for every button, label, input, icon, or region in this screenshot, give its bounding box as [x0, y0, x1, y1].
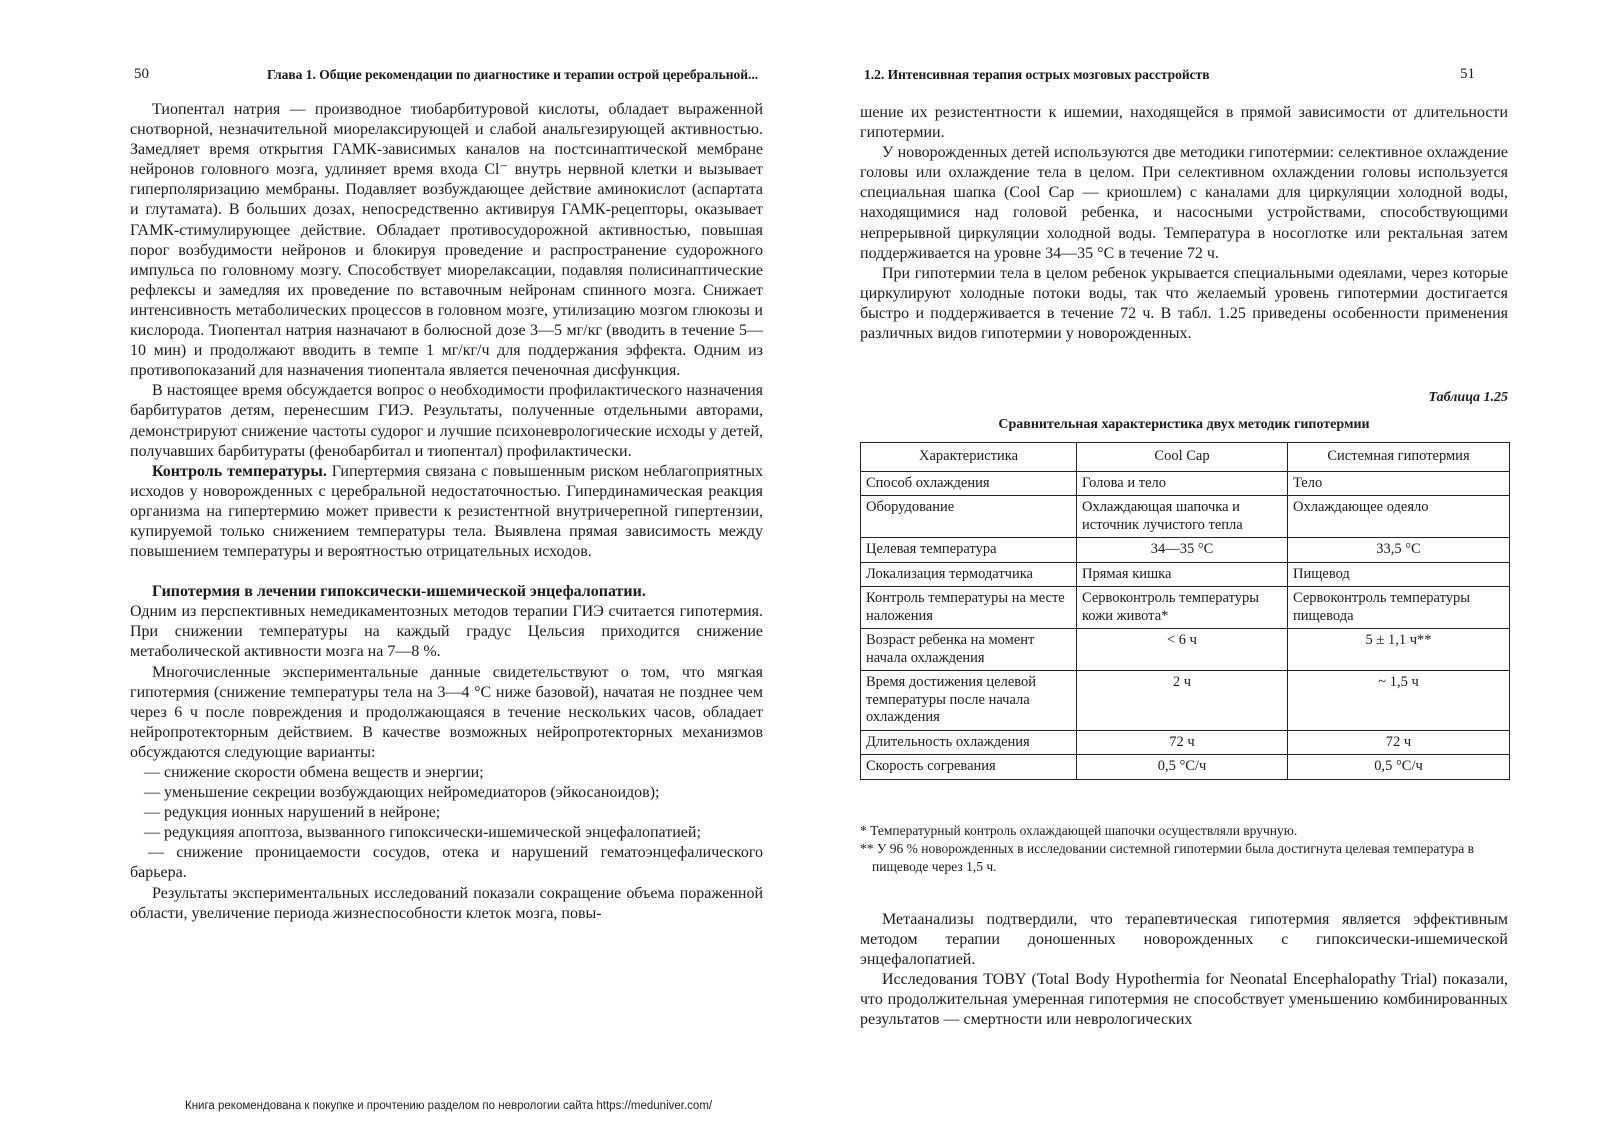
table-cell: Локализация термодатчика — [861, 562, 1077, 587]
table-cell: Охлаждающая шапочка и источник лучистого тепла — [1077, 496, 1288, 538]
table-cell: Контроль температуры на месте наложения — [861, 587, 1077, 629]
left-page-body — [130, 100, 763, 924]
table-cell: Скорость согревания — [861, 755, 1077, 780]
table-row — [861, 538, 1510, 563]
table-cell: Целевая температура — [861, 538, 1077, 563]
paragraph-whole-body: При гипотермии тела в целом ребенок укрывается специальными одеялами, через которые циркулируют холодные потоки воды, так что желаемый уровень гипотермии достигается быстро и поддерживается в течение 72 ч. В табл. 1.25 приведены особенности применения различных видов гипотермии у новорожденных. — [860, 264, 1508, 343]
paragraph-thiopental: Тиопентал натрия — производное тиобарбитуровой кислоты, обладает выраженной снотворной, незначительной миорелаксирующей и слабой анальгезирующей активностью. Замедляет время открытия ГАМК-зависимых каналов на постсинаптической мембране нейронов головного мозга, удлиняет время входа Cl⁻ внутрь нервной клетки и вызывает гиперполяризацию мембраны. Подавляет возбуждающее действие аминокислот (аспартата и глутамата). В больших дозах, непосредственно активируя ГАМК-рецепторы, оказывает ГАМК-стимулирующее действие. Обладает противосудорожной активностью, повышая порог возбудимости нейронов и блокируя проведение и распространение судорожного импульса по головному мозгу. Способствует миорелаксации, подавляя полисинаптические рефлексы и замедляя их проведение по вставочным нейронам спинного мозга. Снижает интенсивность метаболических процессов в головном мозге, утилизацию мозгом глюкозы и кислорода. Тиопентал натрия назначают в болюсной дозе 3—5 мг/кг (вводить в течение 5—10 мин) и продолжают вводить в темпе 1 мг/кг/ч для поддержания эффекта. Одним из противопоказаний для назначения тиопентала является печеночная дисфункция. — [130, 101, 763, 380]
table-row — [861, 496, 1510, 538]
table-cell: 2 ч — [1077, 671, 1288, 731]
table-header-cell: Характеристика — [861, 443, 1077, 472]
bottom-note: Книга рекомендована к покупке и прочтению разделом по неврологии сайта https://meduniver.com/ — [185, 1100, 713, 1112]
table-cell: Прямая кишка — [1077, 562, 1288, 587]
table-cell: Пищевод — [1288, 562, 1510, 587]
table-row — [861, 587, 1510, 629]
table-cell: < 6 ч — [1077, 629, 1288, 671]
temperature-text: Гипертермия связана с повышенным риском неблагоприятных исходов у новорожденных с церебральной недостаточностью. Гипердинамическая реакция организма на гипертермию может привести к резистентной внутричерепной гипертензии, купируемой только снижением температуры тела. Выявлена прямая зависимость между повышением температуры и вероятностью отрицательных исходов. — [130, 462, 764, 561]
paragraph-resistance: шение их резистентности к ишемии, находящейся в прямой зависимости от длительности гипотермии. — [860, 104, 1508, 142]
table-cell: Голова и тело — [1077, 471, 1288, 496]
paragraph-temperature-control — [130, 462, 763, 562]
right-running-title: 1.2. Интенсивная терапия острых мозговых расстройств — [864, 67, 1210, 82]
table-cell: Способ охлаждения — [861, 471, 1077, 496]
table-row — [861, 629, 1510, 671]
table-cell: Длительность охлаждения — [861, 730, 1077, 755]
table-cell: Оборудование — [861, 496, 1077, 538]
paragraph-toby: Исследования TOBY (Total Body Hypothermia for Neonatal Encephalopathy Trial) показали, что продолжительная умеренная гипотермия не способствует уменьшению комбинированных результатов — смертности или неврологических — [860, 971, 1508, 1029]
hypothermia-intro: Одним из перспективных немедикаментозных методов терапии ГИЭ считается гипотермия. При снижении температуры на каждый градус Цельсия приходится снижение метаболической активности мозга на 7—8 %. — [130, 603, 763, 661]
table-header-cell: Cool Cap — [1077, 443, 1288, 472]
table-cell: Сервоконтроль температуры пищевода — [1288, 587, 1510, 629]
table-row — [861, 730, 1510, 755]
temperature-heading: Контроль температуры. — [152, 462, 327, 480]
footnote: ** У 96 % новорожденных в исследовании системной гипотермии была достигнута целевая температура в пищеводе через 1,5 ч. — [860, 841, 1475, 874]
table-row — [861, 755, 1510, 780]
table-cell: 72 ч — [1288, 730, 1510, 755]
right-page-body-top — [860, 103, 1508, 344]
table-cell: Возраст ребенка на момент начала охлаждения — [861, 629, 1077, 671]
table-cell: 34—35 °С — [1077, 538, 1288, 563]
footnote: * Температурный контроль охлаждающей шапочки осуществляли вручную. — [860, 823, 1298, 838]
table-cell: Сервоконтроль температуры кожи живота* — [1077, 587, 1288, 629]
table-cell: Охлаждающее одеяло — [1288, 496, 1510, 538]
table-row — [861, 471, 1510, 496]
table-label: Таблица 1.25 — [1428, 390, 1508, 405]
hypothermia-heading: Гипотермия в лечении гипоксически-ишемической энцефалопатии. — [152, 583, 646, 601]
table-cell: 5 ± 1,1 ч** — [1288, 629, 1510, 671]
paragraph-barbiturates: В настоящее время обсуждается вопрос о необходимости профилактического назначения барбитуратов детям, перенесшим ГИЭ. Результаты, полученные отдельными авторами, демонстрируют снижение частоты судорог и лучшие психоневрологические исходы у детей, получавших барбитураты (фенобарбитал и тиопентал) профилактически. — [130, 382, 763, 460]
comparison-table — [860, 442, 1510, 780]
table-cell: Тело — [1288, 471, 1510, 496]
left-running-title: Глава 1. Общие рекомендации по диагностике и терапии острой церебральной... — [267, 67, 759, 82]
list-item: — уменьшение секреции возбуждающих нейромедиаторов (эйкосаноидов); — [144, 784, 660, 802]
list-item: — редукцияя апоптоза, вызванного гипоксически-ишемической энцефалопатией; — [144, 824, 701, 842]
table-cell: ~ 1,5 ч — [1288, 671, 1510, 731]
table-header-cell: Системная гипотермия — [1288, 443, 1510, 472]
table-cell: 0,5 °С/ч — [1077, 755, 1288, 780]
right-page-number: 51 — [1460, 66, 1475, 82]
paragraph-cooling-methods: У новорожденных детей используются две методики гипотермии: селективное охлаждение головы или охлаждение тела в целом. При селективном охлаждении головы используется специальная шапка (Cool Cap — криошлем) с каналами для циркуляции холодной воды, находящимися над головой ребенка, и насосными устройствами, способствующими непрерывной циркуляции холодной воды. Температура в носоглотке или ректальная затем поддерживается на уровне 34—35 °С в течение 72 ч. — [860, 144, 1508, 262]
table-cell: 72 ч — [1077, 730, 1288, 755]
table-cell: 0,5 °С/ч — [1288, 755, 1510, 780]
left-page-number: 50 — [134, 66, 149, 82]
neuroprotection-list — [130, 763, 763, 884]
table-row — [861, 671, 1510, 731]
table-caption: Сравнительная характеристика двух методик гипотермии — [998, 417, 1370, 432]
hypothermia-paragraph-3: Результаты экспериментальных исследований показали сокращение объема пораженной области, увеличение периода жизнеспособности клеток мозга, повы- — [130, 884, 763, 922]
hypothermia-paragraph-2: Многочисленные экспериментальные данные свидетельствуют о том, что мягкая гипотермия (снижение температуры тела на 3—4 °С ниже базовой), начатая не позднее чем через 6 ч после повреждения и продолжающаяся в течение нескольких часов, обладает нейропротекторным действием. В качестве возможных нейропротекторных механизмов обсуждаются следующие варианты: — [130, 663, 763, 761]
list-item: — снижение скорости обмена веществ и энергии; — [144, 764, 484, 781]
table-cell: 33,5 °С — [1288, 538, 1510, 563]
paragraph-metaanalysis: Метаанализы подтвердили, что терапевтическая гипотермия является эффективным методом терапии доношенных новорожденных с гипоксически-ишемической энцефалопатией. — [860, 911, 1508, 969]
table-row — [861, 562, 1510, 587]
table-footnotes — [860, 822, 1508, 876]
table-cell: Время достижения целевой температуры после начала охлаждения — [861, 671, 1077, 731]
list-item: — снижение проницаемости сосудов, отека и нарушений гематоэнцефалического барьера. — [130, 844, 763, 882]
hypothermia-heading-paragraph — [130, 582, 763, 602]
right-page-body-bottom — [860, 910, 1508, 1031]
list-item: — редукция ионных нарушений в нейроне; — [144, 804, 441, 822]
table-header-row — [861, 443, 1510, 472]
